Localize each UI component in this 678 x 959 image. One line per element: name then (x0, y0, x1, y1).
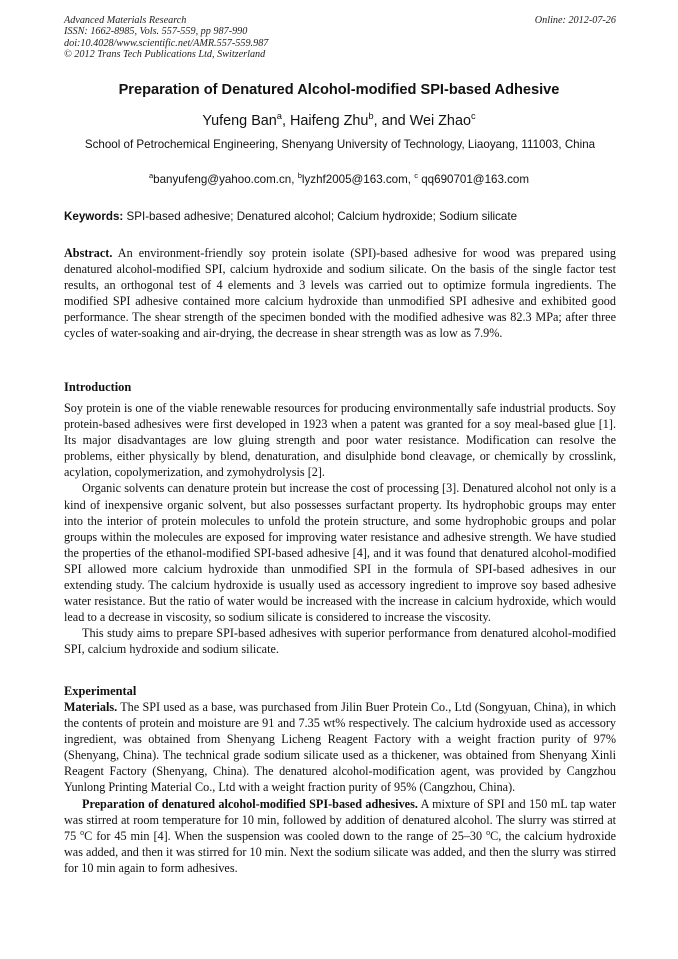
journal-header (64, 15, 484, 61)
keywords-text: SPI-based adhesive; Denatured alcohol; Calcium hydroxide; Sodium silicate (123, 210, 518, 223)
journal-name: Advanced Materials Research (64, 15, 187, 26)
paragraph: Organic solvents can denature protein but increase the cost of processing [3]. Denatured alcohol not only is a kind of inexpensive organic solvent, but also possesses surfactant property. Its hydrophobic groups may enter into the interior of protein molecules to unfold the protein structure, and some hydrophobic groups and polar groups within the molecules are exposed for improving water resistance and adhesive strength. We have studied the properties of the ethanol-modified SPI-based adhesive [4], and it was found that denatured alcohol-modified SPI allowed more calcium hydroxide than unmodified SPI in the formula of SPI-based adhesives in our extending study. The calcium hydroxide is usually used as accessory ingredient to improve soy based adhesive water resistance. But the ratio of water would be increased with the increase in calcium hydroxide, which would lead to a decrease in viscosity, so sodium silicate is considered to increase the viscosity. (64, 481, 616, 625)
degree-mark: o (80, 827, 85, 837)
paper-title: Preparation of Denatured Alcohol-modified SPI-based Adhesive (118, 82, 560, 98)
abstract-text: An environment-friendly soy protein isolate (SPI)-based adhesive for wood was prepared using denatured alcohol-modified SPI, calcium hydroxide and sodium silicate. On the basis of the single factor test results, an orthogonal test of 4 elements and 3 levels was carried out to optimize formula ingredients. The modified SPI adhesive contained more calcium hydroxide than unmodified SPI adhesive and exhibited good performance. The shear strength of the specimen bonded with the modified adhesive was 82.3 MPa; after three cycles of water-soaking and air-drying, the decrease in shear strength was as low as 7.9%. (64, 246, 616, 341)
author-mark: a (276, 111, 282, 122)
keywords (64, 209, 616, 225)
copyright-line: © 2012 Trans Tech Publications Ltd, Switzerland (64, 49, 266, 61)
paragraph: Soy protein is one of the viable renewable resources for producing environmentally safe industrial products. Soy protein-based adhesives were first developed in 1923 when a patent was granted for a soy meal-based glue [1]. Its major disadvantages are low gluing strength and poor water resistance. Modification can resolve the problems, either physically by blend, denaturation, and disulphide bond cleavage, or chemically by crosslink, acylation, copolymerization, and zymohydrolysis [2]. (64, 401, 616, 480)
abstract (64, 245, 616, 342)
experimental-body (64, 699, 616, 876)
introduction-body (64, 400, 616, 658)
materials-text: The SPI used as a base, was purchased from Jilin Buer Protein Co., Ltd (Songyuan, China), in which the contents of protein and moisture are 91 and 7.35 wt% respectively. The calcium hydroxide used as accessory ingredient, was obtained from Shenyang Licheng Reagent Factory with a weight fraction purity of 97% (Shenyang, China). The technical grade sodium silicate used as a thickener, was obtained from Shenyang Xinli Reagent Factory (Shenyang, China). The denatured alcohol-modification agent, was provided by Cangzhou Yunlong Printing Material Co., Ltd with a weight fraction purity of 95% (Cangzhou, China). (64, 700, 616, 795)
email-mark: b (297, 171, 302, 181)
author-list (30, 112, 648, 130)
introduction-heading: Introduction (64, 380, 132, 394)
author-mark: c (470, 111, 476, 122)
email-address[interactable]: qq690701@163.com (418, 173, 530, 186)
affiliation: School of Petrochemical Engineering, Shenyang University of Technology, Liaoyang, 111003, China (84, 138, 596, 151)
preparation-text: A mixture of SPI and 150 mL tap water was stirred at room temperature for 10 min, followed by addition of denatured alcohol. The slurry was stirred at 75 (64, 796, 617, 843)
email-address[interactable]: lyzhf2005@163.com (301, 173, 408, 186)
author-name: Yufeng Ban (202, 113, 277, 129)
email-address[interactable]: banyufeng@yahoo.com.cn (153, 173, 292, 186)
email-mark: a (148, 171, 154, 181)
email-separator: , (407, 173, 415, 186)
author-separator: , and (373, 113, 410, 129)
preparation-text: C for 45 min [4]. When the suspension was cooled down to the range of 25–30 (84, 828, 487, 843)
issn-line: ISSN: 1662-8985, Vols. 557-559, pp 987-990 (64, 26, 248, 38)
preparation-label: Preparation of denatured alcohol-modified SPI-based adhesives. (82, 796, 418, 811)
experimental-heading: Experimental (64, 684, 137, 698)
abstract-label: Abstract. (64, 246, 113, 260)
author-mark: b (368, 111, 374, 122)
doi-line[interactable]: doi:10.4028/www.scientific.net/AMR.557-559.987 (64, 37, 269, 49)
email-list (30, 172, 648, 188)
email-mark: c (414, 171, 418, 181)
preparation-text: C, the calcium hydroxide was added, and then it was stirred for 10 min. Next the sodium silicate was added, and then the slurry was stirred for 10 min again to form adhesives. (64, 828, 617, 875)
author-name: Wei Zhao (409, 113, 471, 129)
author-name: Haifeng Zhu (290, 113, 369, 129)
author-separator: , (282, 113, 290, 129)
materials-label: Materials. (64, 700, 118, 714)
online-date: Online: 2012-07-26 (534, 15, 616, 26)
degree-mark: o (486, 827, 491, 837)
email-separator: , (291, 173, 298, 186)
keywords-label: Keywords: (64, 210, 124, 223)
paragraph: This study aims to prepare SPI-based adhesives with superior performance from denatured alcohol-modified SPI, calcium hydroxide and sodium silicate. (64, 626, 616, 657)
